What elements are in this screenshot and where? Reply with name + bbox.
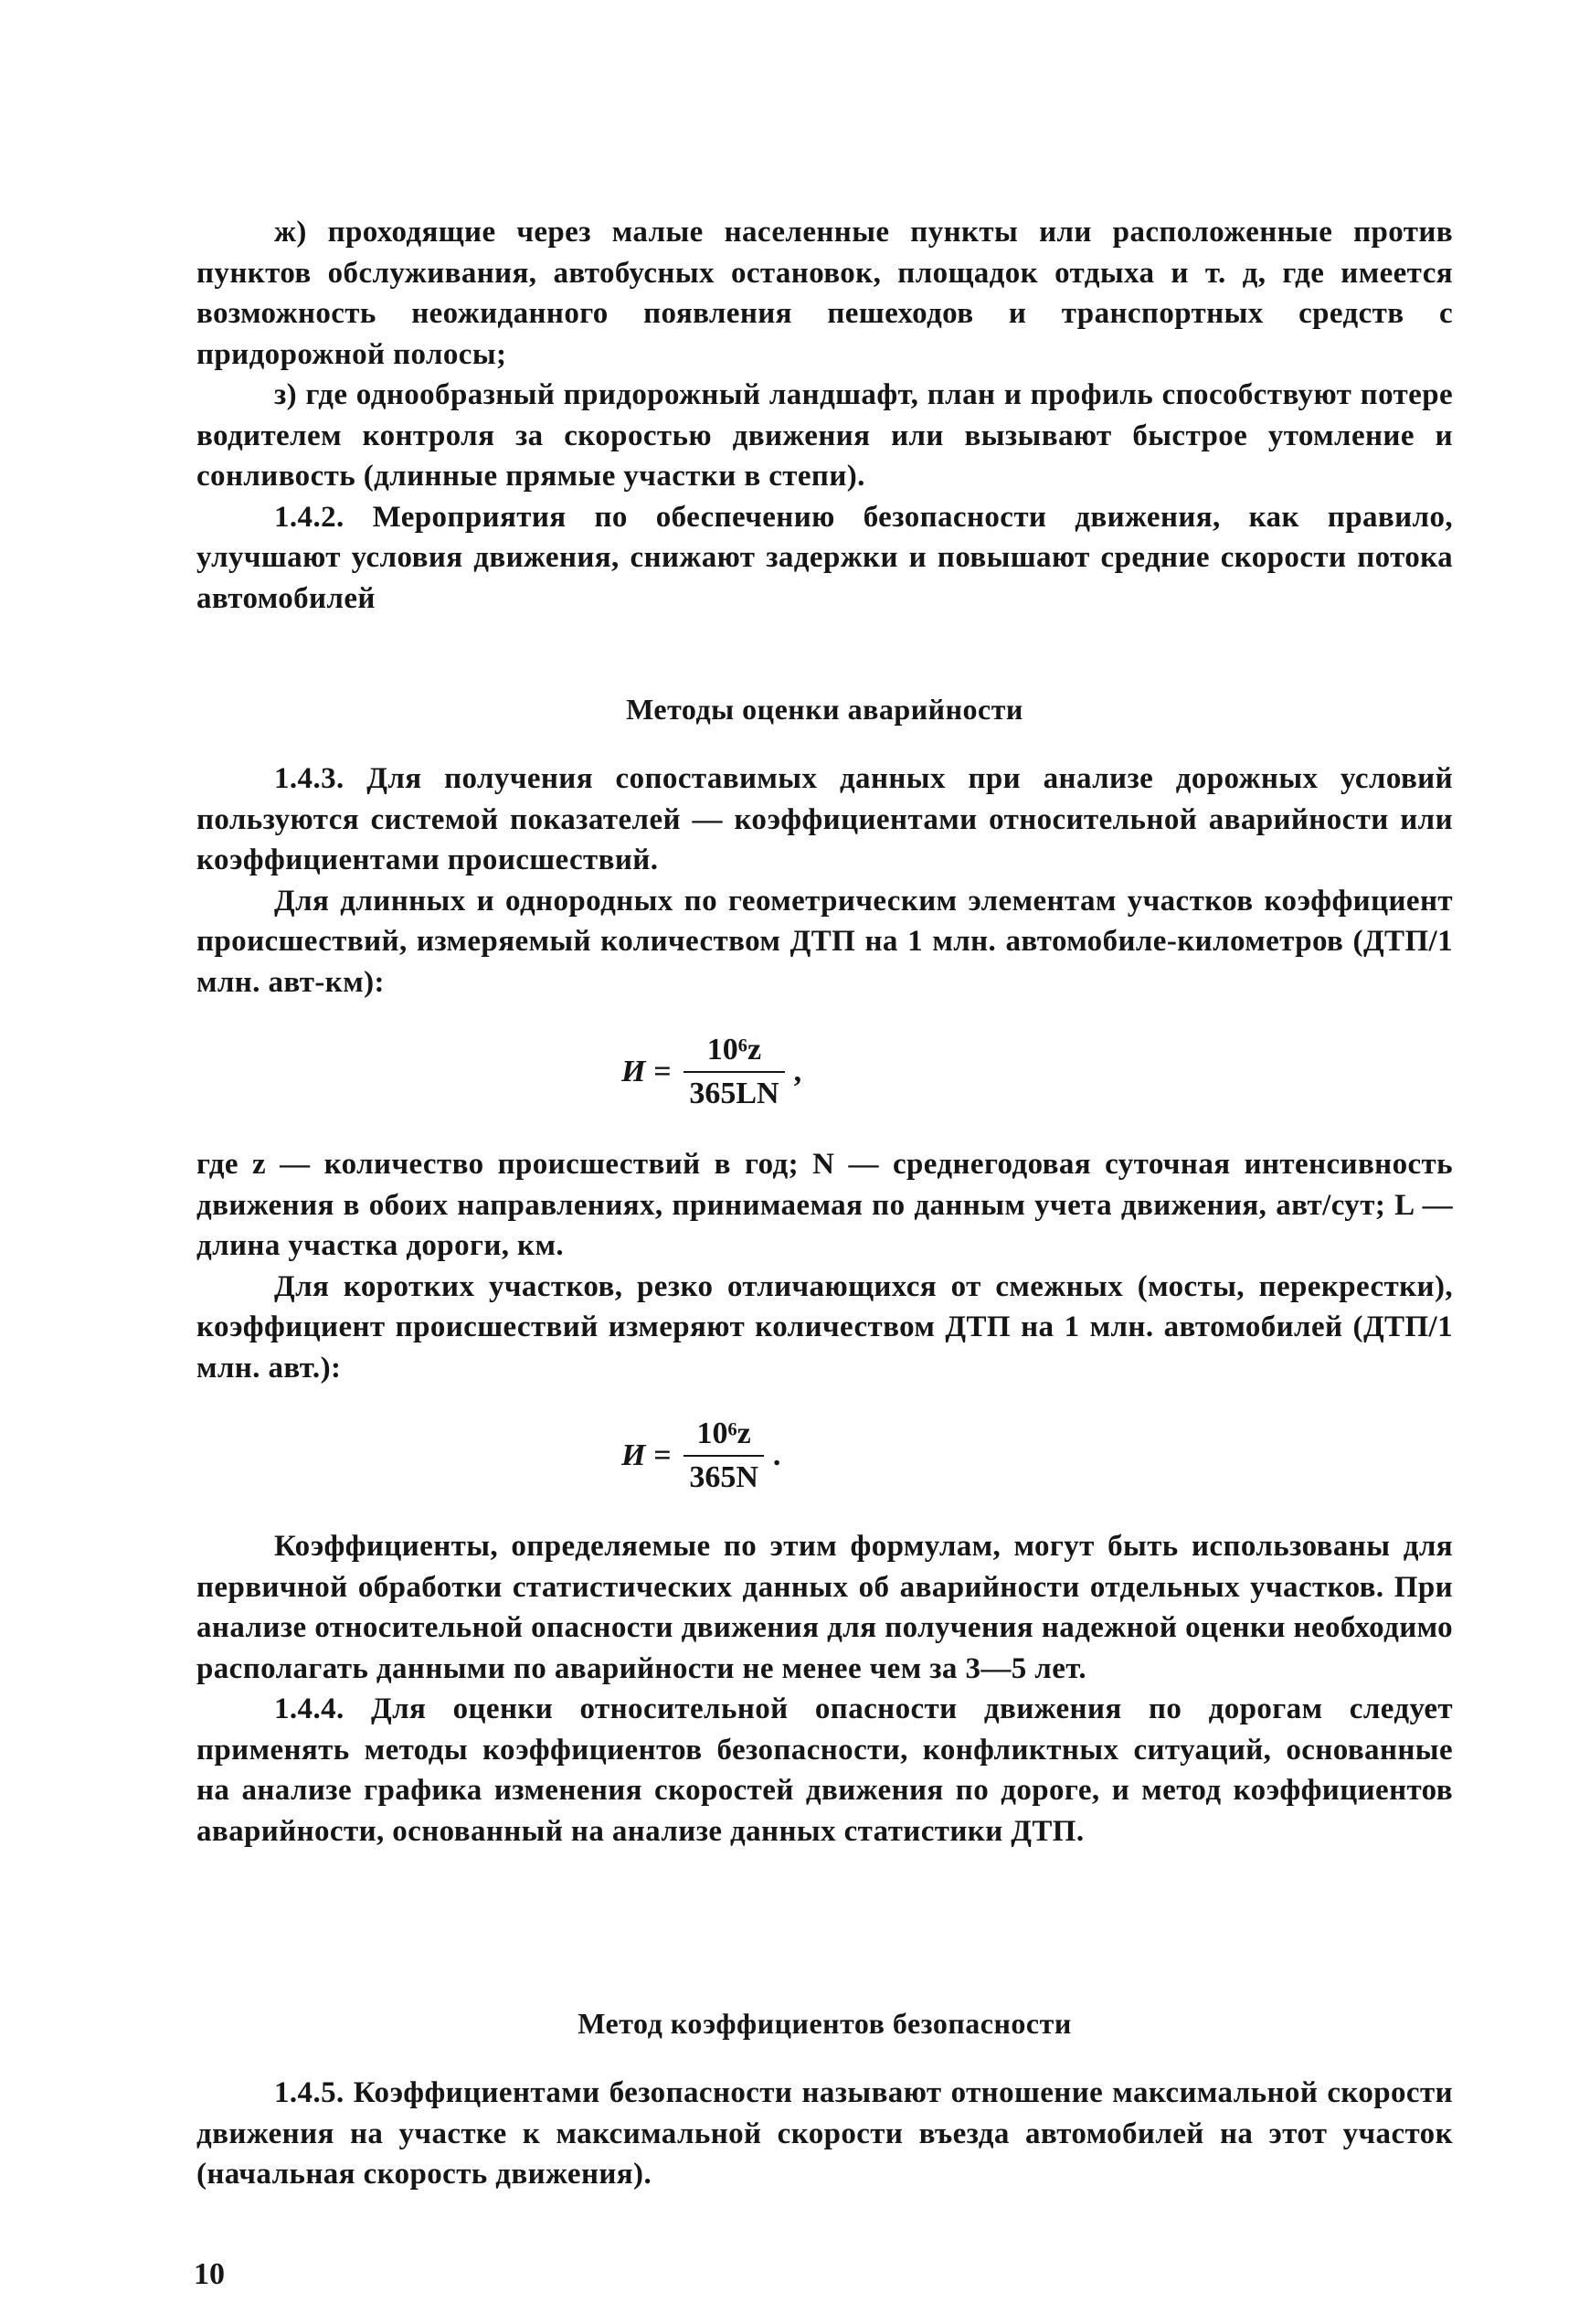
- paragraph-1-4-3: 1.4.3. Для получения сопоставимых данных при анализе дорожных условий пользуются системой показателей — коэффициентами относительной аварийности или коэффициентами происшествий.: [196, 762, 1453, 876]
- text-block-1: [196, 212, 1453, 619]
- paragraph-long-sections: Для длинных и однородных по геометрическим элементам участков коэффициент происшествий, измеряемый количеством ДТП на 1 млн. автомобиле-километров (ДТП/1 млн. авт-км):: [196, 884, 1453, 999]
- text-block-4: [196, 1526, 1453, 1852]
- formula-punctuation: ,: [793, 1055, 802, 1088]
- page-number: 10: [194, 2257, 225, 2291]
- formula-fraction: [684, 1417, 764, 1495]
- text-block-3: [196, 1144, 1453, 1388]
- paragraph-variable-definitions: где z — количество происшествий в год; N — среднегодовая суточная интенсивность движения в обоих направлениях, принимаемая по данным учета движения, авт/сут; L — длина участка дороги, км.: [196, 1148, 1453, 1262]
- formula-punctuation: .: [772, 1438, 781, 1472]
- formula-numerator: 10⁶z: [696, 1417, 751, 1450]
- paragraph-1-4-2: 1.4.2. Мероприятия по обеспечению безопасности движения, как правило, улучшают условия движения, снижают задержки и повышают средние скорости потока автомобилей: [196, 500, 1453, 615]
- text-block-5: [196, 2073, 1453, 2195]
- section-heading-accident-methods: Методы оценки аварийности: [626, 693, 1023, 726]
- paragraph-1-4-4: 1.4.4. Для оценки относительной опасности движения по дорогам следует применять методы коэффициентов безопасности, конфликтных ситуаций, основанные на анализе графика изменения скоростей движения по дороге, и метод коэффициентов аварийности, основанный на анализе данных статистики ДТП.: [196, 1693, 1453, 1848]
- formula-denominator: 365LN: [684, 1071, 784, 1111]
- formula-lhs: И =: [621, 1055, 672, 1088]
- formula-denominator: 365N: [684, 1455, 764, 1495]
- section-heading-safety-coefficients: Метод коэффициентов безопасности: [578, 2007, 1072, 2040]
- formula-fraction: [684, 1033, 784, 1111]
- paragraph-item-zh: ж) проходящие через малые населенные пункты или расположенные против пунктов обслуживания, автобусных остановок, площадок отдыха и т. д, где имеется возможность неожиданного появления пешеходов и транспортных средств с придорожной полосы;: [196, 216, 1453, 371]
- formula-incident-rate-km: [621, 1033, 801, 1111]
- paragraph-short-sections: Для коротких участков, резко отличающихся от смежных (мосты, перекрестки), коэффициент происшествий измеряют количеством ДТП на 1 млн. автомобилей (ДТП/1 млн. авт.):: [196, 1269, 1453, 1385]
- paragraph-1-4-5: 1.4.5. Коэффициентами безопасности называют отношение максимальной скорости движения на участке к максимальной скорости въезда автомобилей на этот участок (начальная скорость движения).: [196, 2076, 1453, 2191]
- paragraph-item-z: з) где однообразный придорожный ландшафт, план и профиль способствуют потере водителем контроля за скоростью движения или вызывают быстрое утомление и сонливость (длинные прямые участки в степи).: [196, 378, 1453, 493]
- text-block-2: [196, 759, 1453, 1003]
- paragraph-coefficients-usage: Коэффициенты, определяемые по этим формулам, могут быть использованы для первичной обработки статистических данных об аварийности отдельных участков. При анализе относительной опасности движения для получения надежной оценки необходимо располагать данными по аварийности не менее чем за 3—5 лет.: [196, 1530, 1453, 1685]
- formula-lhs: И =: [621, 1438, 672, 1472]
- formula-numerator: 10⁶z: [706, 1033, 762, 1066]
- formula-incident-rate-vehicles: [621, 1417, 780, 1495]
